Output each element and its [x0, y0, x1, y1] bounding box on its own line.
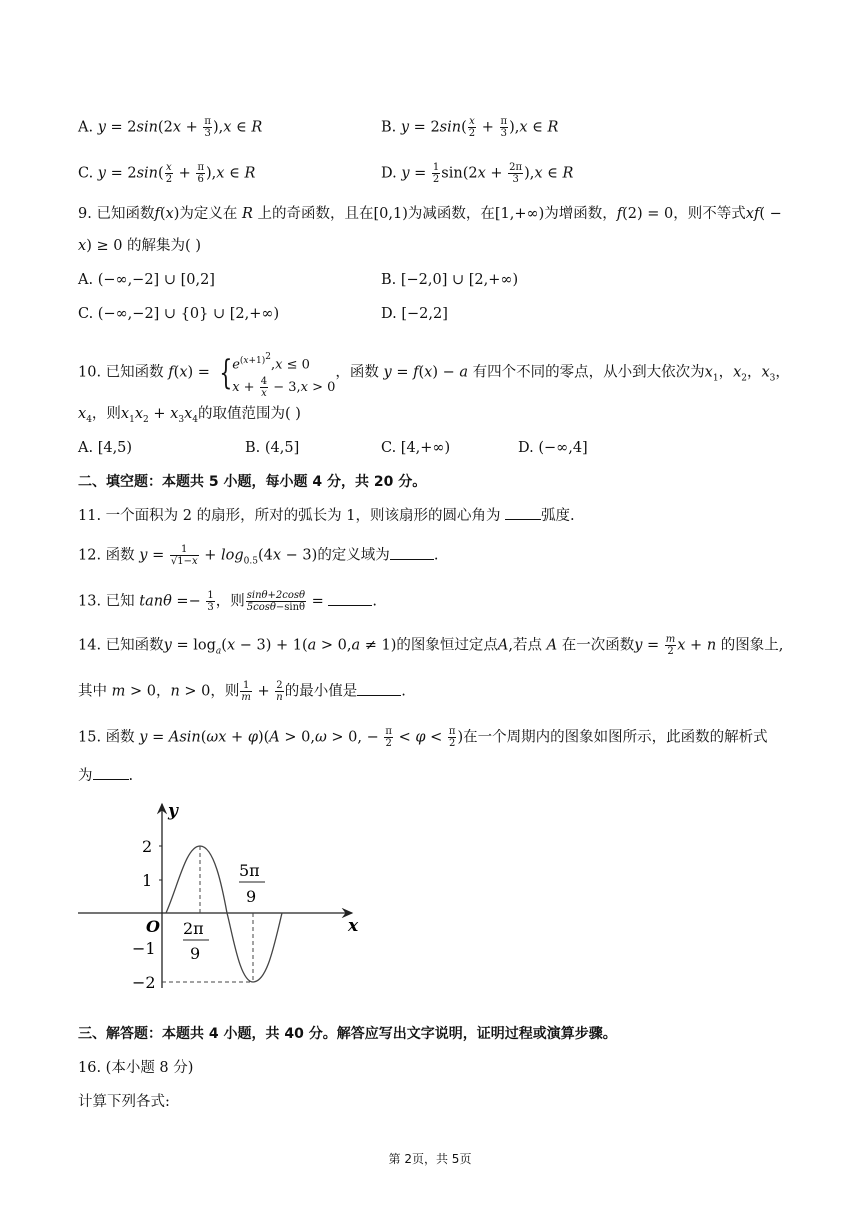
q8-option-a: A. y = 2sin(2x + $\frac{\pi}{3}$ ),x ∈ R	[78, 116, 263, 139]
q8-option-b: B. y = 2sin( $\frac{x}{2}$ + $\frac{\pi}{3}$ ),x ∈ R	[381, 116, 559, 139]
sine-curve	[166, 846, 282, 982]
q9-option-d: D. [−2,2]	[381, 306, 448, 322]
q15-line1: 15. 函数 y = Asin(ωx + φ)(A > 0,ω > 0, − $\frac{\pi}{2}$ < φ < $\frac{\pi}{2}$ )在一个周期内的图象如图所示，此函数的解析式	[78, 726, 768, 749]
x-tick-2pi-num: 2π	[183, 919, 204, 938]
q16-heading: 16. (本小题 8 分)	[78, 1060, 194, 1076]
q8-option-d: D. y = $\frac{1}{2}$ sin(2x + $\frac{2\pi}{3}$ ),x ∈ R	[381, 162, 574, 185]
q10-stem-line1: 10. 已知函数 f(x) = { $e^{(x+1)^2},x \le 0$ x + $\frac{4}{x}$ − 3,x > 0 ，函数 y = f(x) − a 有四个不同的零点，从小到大依次为$x_1$，$x_2$，$x_3$，	[78, 352, 790, 400]
q15-line2: 为 .	[78, 768, 134, 784]
q8-option-c: C. y = 2sin( $\frac{x}{2}$ + $\frac{\pi}{6}$ ),x ∈ R	[78, 162, 256, 185]
q10-option-d: D. (−∞,4]	[518, 440, 588, 456]
x-tick-5pi-den: 9	[246, 887, 257, 906]
y-tick-1: 1	[142, 871, 153, 890]
q9-stem-line1: 9. 已知函数f(x)为定义在 R 上的奇函数，且在[0,1)为减函数，在[1,+∞)为增函数，f(2) = 0，则不等式xf( −	[78, 206, 782, 222]
x-tick-5pi-num: 5π	[239, 861, 260, 880]
x-tick-2pi-den: 9	[190, 944, 201, 963]
section-3-heading: 三、解答题：本题共 4 小题，共 40 分。解答应写出文字说明，证明过程或演算步骤。	[78, 1026, 617, 1042]
q9-option-c: C. (−∞,−2] ∪ {0} ∪ [2,+∞)	[78, 306, 280, 322]
page-footer: 第 2页，共 5页	[388, 1152, 472, 1166]
y-tick-minus2: −2	[132, 973, 156, 992]
q10-stem-line2: $x_4$，则$x_1x_2 + x_3x_4$的取值范围为( )	[78, 406, 301, 425]
q10-option-c: C. [4,+∞)	[381, 440, 451, 456]
q13: 13. 已知 tanθ =− $\frac{1}{3}$ ，则 $\frac{\sin\theta+2\cos\theta}{5\cos\theta-\sin\theta}$ = .	[78, 590, 378, 613]
q9-option-b: B. [−2,0] ∪ [2,+∞)	[381, 272, 519, 288]
q14-line2: 其中 m > 0，n > 0，则 $\frac{1}{m}$ + $\frac{2}{n}$ 的最小值是 .	[78, 680, 406, 703]
q9-option-a: A. (−∞,−2] ∪ [0,2]	[78, 272, 215, 288]
q10-option-b: B. (4,5]	[245, 440, 300, 456]
q9-stem-line2: x) ≥ 0 的解集为( )	[78, 238, 201, 254]
origin-label: O	[146, 917, 160, 936]
x-axis-label: x	[348, 916, 359, 936]
y-tick-2: 2	[142, 837, 153, 856]
q16-prompt: 计算下列各式:	[78, 1094, 170, 1110]
q12: 12. 函数 y = $\frac{1}{√1-x}$ + $\log_{0.5}(4x - 3)$的定义域为 .	[78, 544, 439, 567]
y-tick-minus1: −1	[132, 939, 156, 958]
q10-option-a: A. [4,5)	[78, 440, 133, 456]
q14-line1: 14. 已知函数$y = \log_a(x - 3) + 1(a > 0,a \ne 1)$的图象恒过定点A,若点 A 在一次函数y = $\frac{m}{2}$ x + n 的图象上,	[78, 634, 784, 657]
q15-sine-graph	[70, 796, 370, 996]
y-axis-label: y	[168, 801, 178, 821]
q11: 11. 一个面积为 2 的扇形，所对的弧长为 1，则该扇形的圆心角为 弧度.	[78, 508, 575, 524]
section-2-heading: 二、填空题：本题共 5 小题，每小题 4 分，共 20 分。	[78, 474, 427, 490]
